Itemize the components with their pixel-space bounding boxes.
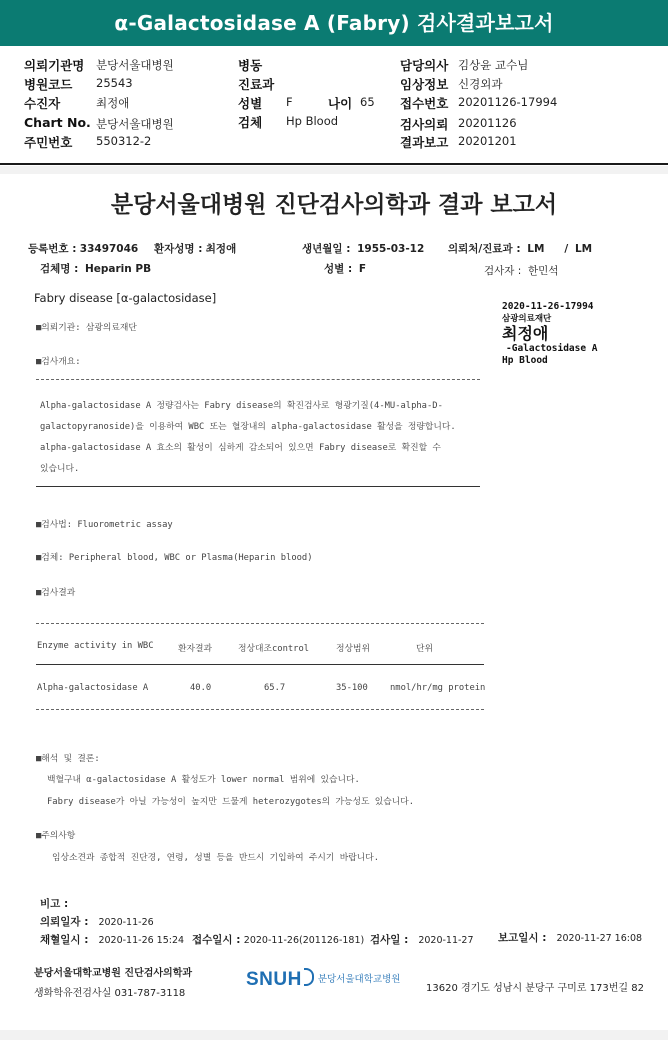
table-bottom-rule [36,709,484,710]
patient-name-value: 최정애 [205,243,237,255]
chart-no-value: 분당서울대병원 [96,117,174,131]
dob-label: 생년월일 : [302,243,351,255]
reg-no [28,241,138,256]
requester-date-label: 의뢰일자 : [40,916,89,928]
report-date-value: 20201201 [458,134,517,148]
tester-label: 검사자 : [484,265,522,277]
report-time-value: 2020-11-27 16:08 [556,933,643,944]
hospital-code-label: 병원코드 [24,77,73,92]
patient-name-label: 환자성명 : [154,243,203,255]
stamp-specimen: Hp Blood [502,355,548,366]
resident-no-label: 주민번호 [24,135,73,150]
test-date-value: 2020-11-27 [418,935,474,946]
hospital-code-value: 25543 [96,76,133,90]
test-date [370,932,474,947]
method: ■검사법: Fluorometric assay [36,520,173,530]
logo-mark-icon [304,968,314,986]
header-info [0,54,668,154]
lab-report-title: 분당서울대병원 진단검사의학과 결과 보고서 [110,192,558,218]
report-title-bar [0,0,668,46]
overview-line: galactopyranoside)을 이용하여 WBC 또는 혈장내의 alpha-galactosidase 활성을 정량합니다. [40,422,456,432]
table-cell: Alpha-galactosidase A [37,683,149,693]
table-top-rule [36,623,484,624]
receipt-no-label: 접수번호 [400,96,449,111]
dept-name: 분당서울대학교병원 진단검사의학과 [34,968,193,979]
interpretation-line: Fabry disease가 아닐 가능성이 높지만 드물게 heterozygotes의 가능성도 있습니다. [47,797,415,807]
requester2-value: LM [574,243,593,255]
doctor-label: 담당의사 [400,58,449,73]
tester-value: 한민석 [528,265,559,277]
tester [484,263,558,278]
table-header: 정상대조control [238,644,310,654]
table-cell: 65.7 [264,683,286,693]
report-title: α-Galactosidase A (Fabry) 검사결과보고서 [114,11,554,35]
interpretation-title: ■해석 및 결론: [36,754,100,764]
stamp-receipt: 2020-11-26-17994 [502,301,594,312]
table-header: 단위 [416,644,433,654]
caution-line: 임상소견과 종합적 진단경, 연령, 성별 등을 반드시 기입하여 주시기 바랍니다. [52,853,379,863]
test-name: Fabry disease [α-galactosidase] [34,291,217,305]
receipt-no-value: 20201126-17994 [458,95,558,109]
department-label: 진료과 [238,77,275,92]
remark-label [40,896,68,911]
receipt-time [192,932,364,947]
table-header-rule [36,664,484,665]
receipt-time-value: 2020-11-26(201126-181) [243,935,365,946]
requester-label: 의뢰처/진료과 : [448,243,521,255]
referral: ■의뢰기관: 삼광의료재단 [36,323,137,333]
report-time-label: 보고일시 : [498,932,547,944]
sex-value: F [286,95,293,109]
patient-sex [324,261,366,276]
logo-text: SNUH [246,969,302,990]
logo-sub: 분당서울대학교병원 [317,974,401,985]
chart-no-label: Chart No. [24,115,91,130]
table-cell: 35-100 [336,683,368,693]
table-header: 환자결과 [178,644,212,654]
sex-label: 성별 [238,96,263,111]
specimen-name-value: Heparin PB [84,263,152,275]
specimen-desc: ■검체: Peripheral blood, WBC or Plasma(Heparin blood) [36,553,313,563]
specimen-value: Hp Blood [286,114,339,128]
request-date-label: 검사의뢰 [400,117,449,132]
divider [36,486,480,487]
clinical-info-value: 신경외과 [458,77,503,91]
age-label: 나이 [328,96,353,111]
test-date-label: 검사일 : [370,934,409,946]
clinical-info-label: 임상정보 [400,77,449,92]
table-cell: 40.0 [190,683,212,693]
requester-sep: / [564,243,569,255]
section-gap [0,166,668,174]
requester-date-value: 2020-11-26 [98,917,154,928]
requester-date [40,914,154,929]
stamp-name: 최정애 [502,324,549,343]
snuh-logo [246,968,400,991]
ward-label: 병동 [238,58,263,73]
address: 13620 경기도 성남시 분당구 구미로 173번길 82 [426,983,644,994]
reg-no-label: 등록번호 : [28,243,77,255]
requester-value: LM [527,243,545,255]
report-date-label: 결과보고 [400,135,449,150]
specimen-name-label: 검체명 : [40,263,79,275]
institution-value: 분당서울대병원 [96,58,174,72]
table-header: Enzyme activity in WBC [37,641,154,651]
patient-name [154,241,236,256]
specimen [40,261,151,276]
bottom-gap [0,1030,668,1040]
age-value: 65 [360,95,375,109]
resident-no-value: 550312-2 [96,134,152,148]
dob-value: 1955-03-12 [357,243,425,255]
patient-sex-label: 성별 : [324,263,353,275]
caution-title: ■주의사항 [36,831,76,841]
collect-time-label: 채혈일시 : [40,934,89,946]
institution-label: 의뢰기관명 [24,58,85,73]
request-date-value: 20201126 [458,116,517,130]
remark-label-text: 비고 : [40,898,69,910]
divider [36,379,480,380]
specimen-label: 검체 [238,115,263,130]
stamp-test: -Galactosidase A [506,343,598,354]
reg-no-value: 33497046 [79,243,139,255]
dob [302,241,424,256]
interpretation-line: 백혈구내 α-galactosidase A 활성도가 lower normal 범위에 있습니다. [47,775,360,785]
doctor-value: 김상윤 교수님 [458,58,529,72]
collect-time-value: 2020-11-26 15:24 [98,935,185,946]
requester [448,241,592,256]
dept-sub: 생화학유전검사실 031-787-3118 [34,988,186,999]
examinee-label: 수진자 [24,96,61,111]
result-title: ■검사결과 [36,588,76,598]
overview-title: ■검사개요: [36,357,81,367]
overview-line: Alpha-galactosidase A 정량검사는 Fabry disease의 확진검사로 형광기질(4-MU-alpha-D- [40,401,443,411]
stamp-org: 삼광의료재단 [502,314,552,324]
report-time [498,930,642,945]
receipt-time-label: 접수일시 : [192,934,241,946]
overview-line: 있습니다. [40,464,80,474]
table-header: 정상범위 [336,644,370,654]
overview-line: alpha-galactosidase A 효소의 활성이 심하게 감소되어 있으면 Fabry disease로 확진할 수 [40,443,441,453]
collect-time [40,932,184,947]
patient-sex-value: F [358,263,367,275]
examinee-value: 최정애 [96,96,130,110]
header-divider [0,163,668,165]
table-cell: nmol/hr/mg protein [390,683,486,693]
